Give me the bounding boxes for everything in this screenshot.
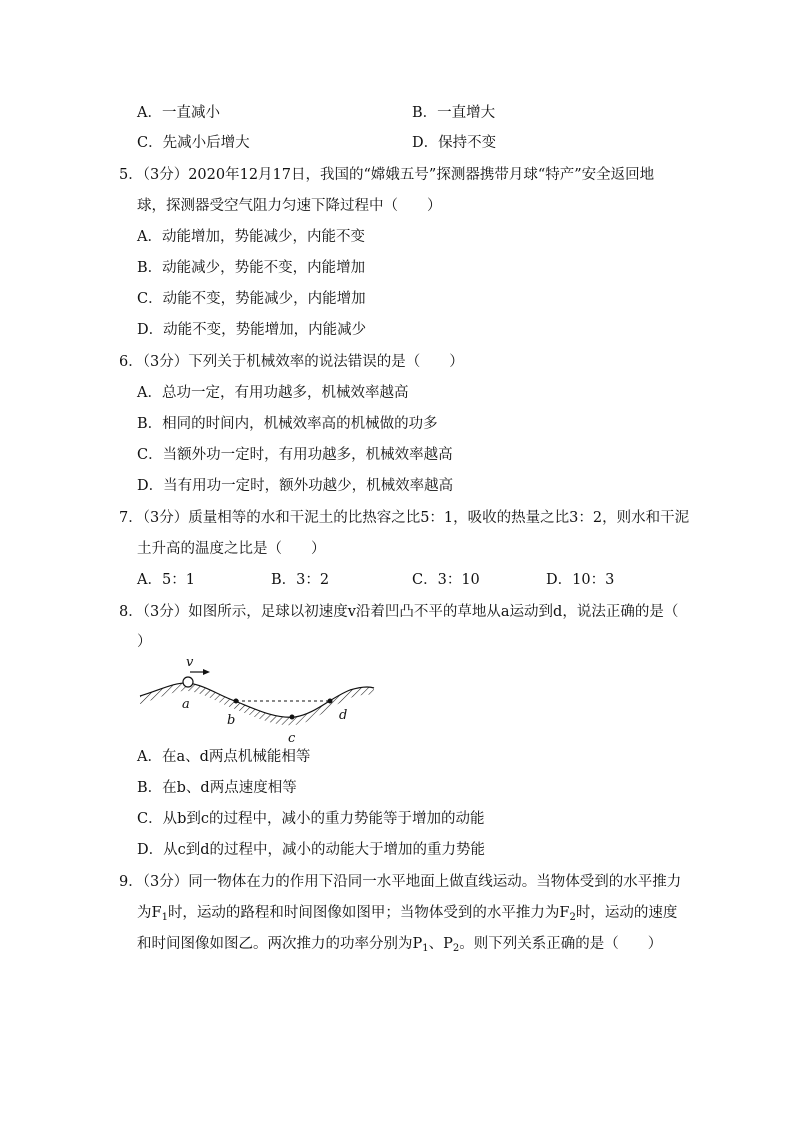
ball — [183, 677, 193, 687]
label-v: v — [186, 655, 194, 670]
q7-option-d: D．10：3 — [546, 572, 615, 588]
point-d — [328, 699, 333, 704]
label-a: a — [182, 697, 190, 712]
q4-option-a: A．一直减小 — [137, 105, 220, 121]
q5-option-a: A．动能增加，势能减少，内能不变 — [137, 229, 365, 245]
q4-option-b: B．一直增大 — [412, 105, 496, 121]
q8-option-d: D．从c到d的过程中，减小的动能大于增加的重力势能 — [137, 842, 486, 858]
q6-stem-line1: 6．（3分）下列关于机械效率的说法错误的是（ ） — [119, 354, 464, 370]
q9-stem-line1: 9．（3分）同一物体在力的作用下沿同一水平地面上做直线运动。当物体受到的水平推力 — [119, 874, 682, 890]
q9-stem-line2: 为$F_1$时，运动的路程和时间图像如图甲；当物体受到的水平推力为$F_2$时，运动的速度 — [137, 905, 678, 923]
label-b: b — [227, 713, 236, 728]
q7-stem-line1: 7．（3分）质量相等的水和干泥土的比热容之比5：1，吸收的热量之比3：2，则水和干泥 — [119, 510, 690, 526]
q5-stem-line2: 球，探测器受空气阻力匀速下降过程中（ ） — [137, 198, 442, 214]
q8-option-c: C．从b到c的过程中，减小的重力势能等于增加的动能 — [137, 811, 485, 827]
q7-stem-line2: 土升高的温度之比是（ ） — [137, 541, 326, 557]
q8-stem-line2: ） — [137, 634, 152, 650]
q6-option-b: B．相同的时间内，机械效率高的机械做的功多 — [137, 416, 438, 432]
point-c — [290, 715, 295, 720]
velocity-arrowhead — [203, 669, 210, 675]
q7-option-a: A．5：1 — [137, 572, 195, 588]
q5-stem-line1: 5．（3分）2020年12月17日，我国的“嫦娥五号”探测器携带月球“特产”安全返回地 — [119, 167, 655, 183]
q4-option-c: C．先减小后增大 — [137, 135, 250, 151]
q8-figure-terrain — [130, 650, 390, 750]
q8-stem-line1: 8．（3分）如图所示，足球以初速度v沿着凹凸不平的草地从a运动到d，说法正确的是（ — [119, 604, 679, 620]
q5-option-d: D．动能不变，势能增加，内能减少 — [137, 322, 367, 338]
label-c: c — [288, 731, 296, 746]
q4-option-d: D．保持不变 — [412, 135, 497, 151]
q8-option-b: B．在b、d两点速度相等 — [137, 780, 297, 796]
q7-option-b: B．3：2 — [271, 572, 330, 588]
q7-option-c: C．3：10 — [412, 572, 480, 588]
q8-option-a: A．在a、d两点机械能相等 — [137, 749, 311, 765]
q6-option-d: D．当有用功一定时，额外功越少，机械效率越高 — [137, 478, 454, 494]
q6-option-c: C．当额外功一定时，有用功越多，机械效率越高 — [137, 447, 453, 463]
q5-option-c: C．动能不变，势能减少，内能增加 — [137, 291, 366, 307]
label-d: d — [339, 708, 348, 723]
point-b — [234, 699, 239, 704]
q9-stem-line3: 和时间图像如图乙。两次推力的功率分别为$P_1$、$P_2$。则下列关系正确的是（ ） — [137, 936, 663, 954]
q5-option-b: B．动能减少，势能不变，内能增加 — [137, 260, 366, 276]
q6-option-a: A．总功一定，有用功越多，机械效率越高 — [137, 385, 409, 401]
